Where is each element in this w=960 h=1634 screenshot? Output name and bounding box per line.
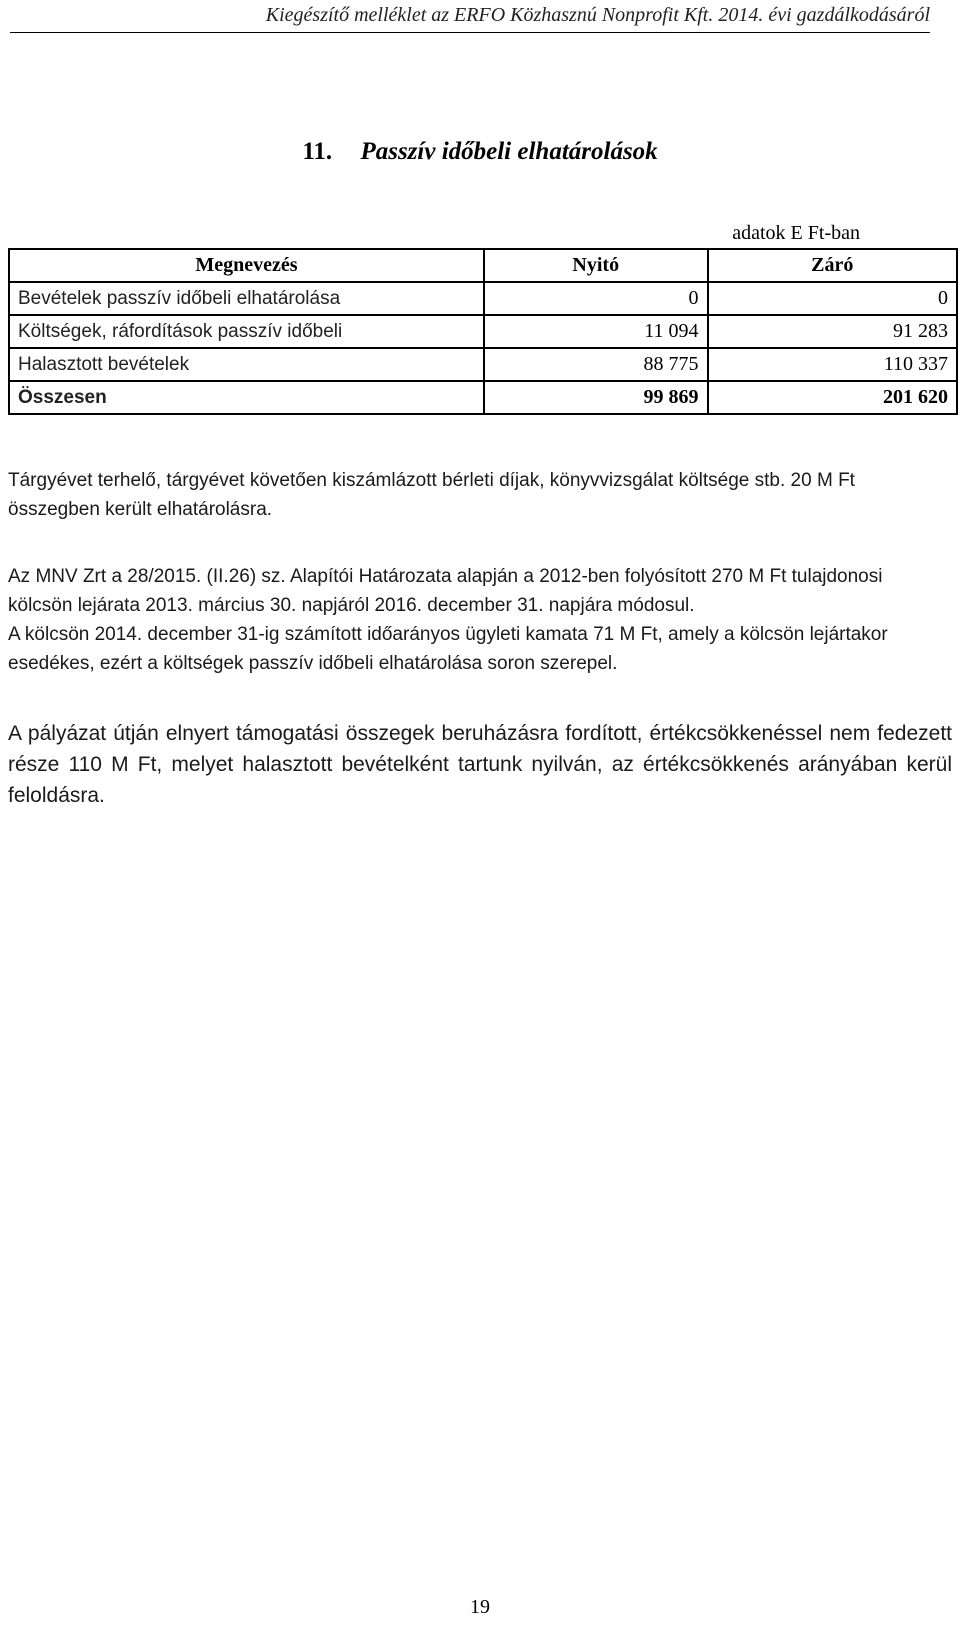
column-header-opening: Nyitó [484,249,708,282]
paragraph-deferred-costs: Tárgyévet terhelő, tárgyévet követően kiszámlázott bérleti díjak, könyvvizsgálat költsége stb. 20 M Ft összegben került elhatárolásra. [8,470,855,520]
table-row [9,348,957,381]
page-number: 19 [470,1596,490,1618]
column-header-name: Megnevezés [9,249,484,282]
row-name: Költségek, ráfordítások passzív időbeli [9,315,484,348]
row-opening: 0 [484,282,708,315]
total-name: Összesen [9,381,484,414]
total-closing: 201 620 [708,381,957,414]
paragraph-owner-loan-line1: Az MNV Zrt a 28/2015. (II.26) sz. Alapítói Határozata alapján a 2012-ben folyósított 270 M Ft tulajdonosi kölcsön lejárata 2013. március 30. napjáról 2016. december 31. napjára módosul. [8,566,883,616]
unit-note: adatok E Ft-ban [732,222,860,244]
row-name: Halasztott bevételek [9,348,484,381]
table-row [9,282,957,315]
table-header-row [9,249,957,282]
document-header: Kiegészítő melléklet az ERFO Közhasznú Nonprofit Kft. 2014. évi gazdálkodásáról [265,4,930,26]
section-title [0,138,960,166]
row-closing: 110 337 [708,348,957,381]
column-header-closing: Záró [708,249,957,282]
section-heading: Passzív időbeli elhatárolások [360,138,658,165]
section-number: 11. [302,138,333,165]
table-row [9,315,957,348]
row-opening: 11 094 [484,315,708,348]
row-name: Bevételek passzív időbeli elhatárolása [9,282,484,315]
header-divider [10,32,930,33]
total-opening: 99 869 [484,381,708,414]
paragraph-owner-loan [8,562,952,678]
accruals-table [8,248,958,415]
paragraph-deferred-income: A pályázat útján elnyert támogatási összegek beruházásra fordított, értékcsökkenéssel nem fedezett része 110 M Ft, melyet halasztott bevételként tartunk nyilván, az értékcsökkenés arányában kerül feloldásra. [8,722,952,807]
row-closing: 91 283 [708,315,957,348]
row-closing: 0 [708,282,957,315]
paragraph-owner-loan-line2: A kölcsön 2014. december 31-ig számított időarányos ügyleti kamata 71 M Ft, amely a kölcsön lejártakor esedékes, ezért a költségek passzív időbeli elhatárolása soron szerepel. [8,624,888,674]
row-opening: 88 775 [484,348,708,381]
table-total-row [9,381,957,414]
